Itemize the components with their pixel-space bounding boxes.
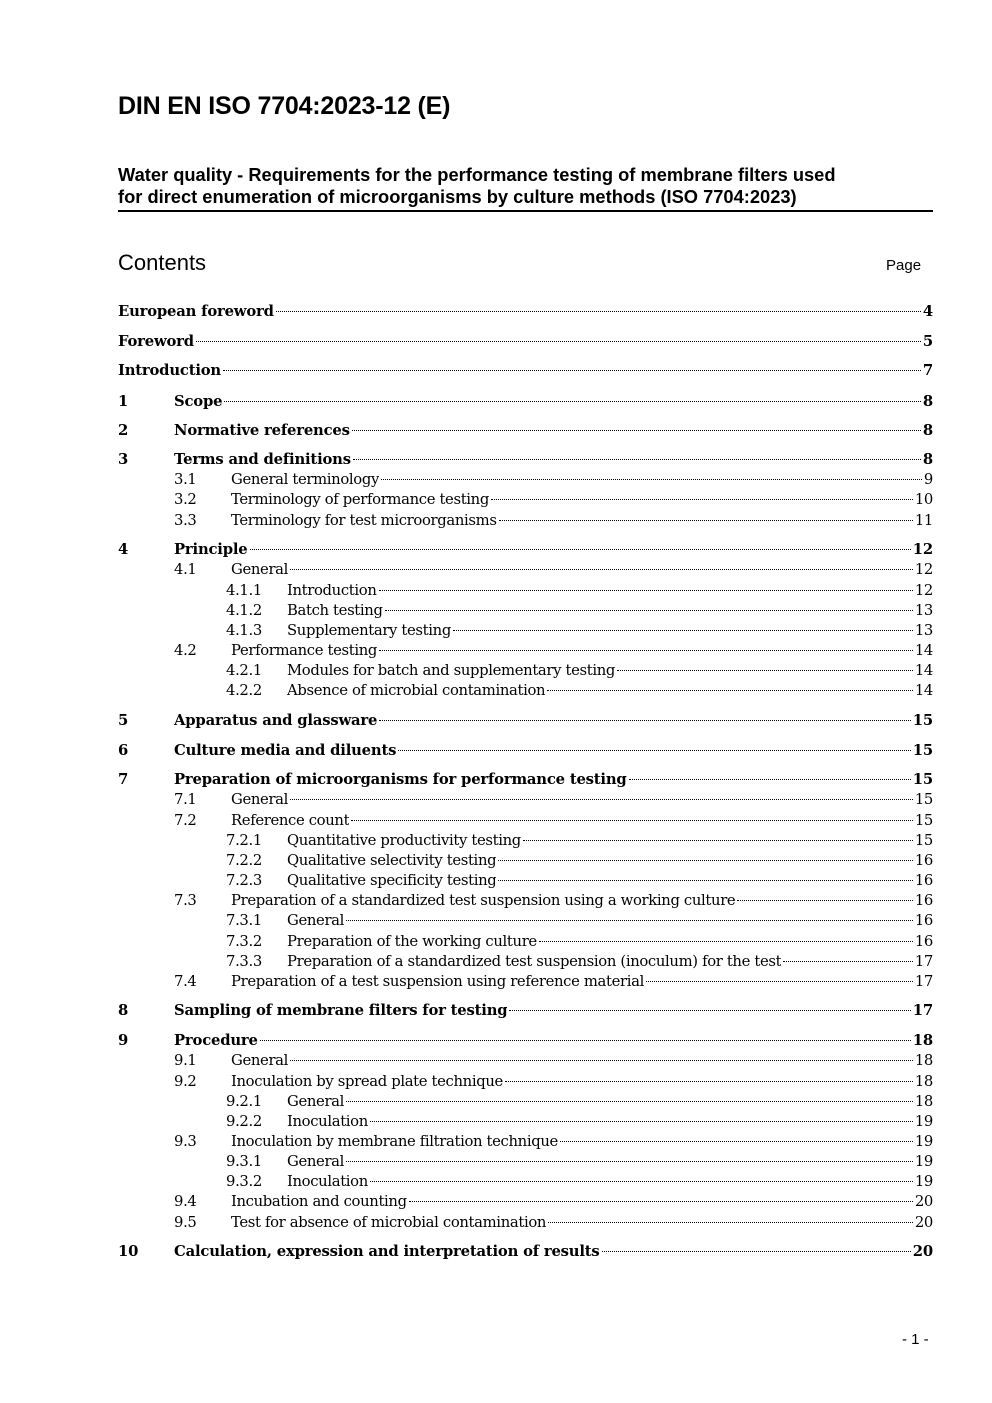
toc-dot-leader: [783, 961, 913, 962]
toc-entry-page: 19: [914, 1153, 933, 1170]
toc-entry-number: 7.2.3: [226, 872, 262, 889]
toc-entry-number: 9.3.2: [226, 1173, 262, 1190]
toc-entry-number: 9.2.2: [226, 1113, 262, 1130]
toc-dot-leader: [539, 941, 913, 942]
toc-entry-page: 18: [914, 1093, 933, 1110]
toc-entry[interactable]: [118, 933, 933, 953]
toc-dot-leader: [646, 981, 913, 982]
toc-entry-title: Terms and definitions: [174, 451, 351, 468]
toc-entry[interactable]: [118, 1032, 933, 1052]
toc-entry[interactable]: [118, 1193, 933, 1213]
toc-entry-title: General terminology: [231, 471, 379, 488]
toc-dot-leader: [491, 499, 913, 500]
toc-entry[interactable]: [118, 393, 933, 413]
toc-entry-page: 16: [914, 872, 933, 889]
toc-entry-number: 8: [118, 1002, 129, 1019]
toc-entry-page: 13: [914, 602, 933, 619]
toc-entry-number: 3.1: [174, 471, 197, 488]
toc-dot-leader: [250, 549, 911, 550]
toc-entry-title: Culture media and diluents: [174, 742, 397, 759]
toc-entry[interactable]: [118, 582, 933, 602]
toc-entry-title: Inoculation: [287, 1173, 368, 1190]
toc-dot-leader: [352, 430, 921, 431]
toc-entry-number: 4.2: [174, 642, 197, 659]
toc-entry[interactable]: [118, 622, 933, 642]
toc-entry-page: 7: [922, 362, 933, 379]
toc-entry-title: Preparation of the working culture: [287, 933, 537, 950]
toc-entry-page: 15: [912, 742, 933, 759]
toc-entry-page: 20: [914, 1193, 933, 1210]
toc-entry-title: General: [287, 912, 345, 929]
toc-entry[interactable]: [118, 852, 933, 872]
toc-entry-page: 17: [914, 973, 933, 990]
toc-entry-title: General: [287, 1153, 345, 1170]
toc-entry-page: 20: [912, 1243, 933, 1260]
toc-dot-leader: [617, 670, 913, 671]
toc-entry-title: Supplementary testing: [287, 622, 451, 639]
toc-entry-title: Reference count: [231, 812, 350, 829]
toc-entry-number: 7.4: [174, 973, 197, 990]
toc-entry-number: 4.2.2: [226, 682, 262, 699]
toc-entry-number: 4.2.1: [226, 662, 262, 679]
toc-entry-title: Test for absence of microbial contamination: [231, 1214, 547, 1231]
toc-entry-title: Inoculation by spread plate technique: [231, 1073, 503, 1090]
toc-entry-title: Introduction: [287, 582, 377, 599]
toc-entry-page: 13: [914, 622, 933, 639]
toc-entry-number: 2: [118, 422, 129, 439]
toc-dot-leader: [523, 840, 913, 841]
toc-entry-page: 14: [914, 682, 933, 699]
toc-entry[interactable]: [118, 1052, 933, 1072]
toc-entry-page: 20: [914, 1214, 933, 1231]
toc-entry-page: 12: [914, 582, 933, 599]
toc-entry-title: Scope: [174, 393, 223, 410]
toc-entry-title: Introduction: [118, 362, 221, 379]
toc-entry-number: 3.2: [174, 491, 197, 508]
toc-dot-leader: [737, 900, 913, 901]
toc-dot-leader: [370, 1181, 913, 1182]
toc-entry-number: 9: [118, 1032, 129, 1049]
toc-entry-title: Preparation of microorganisms for performance testing: [174, 771, 627, 788]
toc-entry-page: 10: [914, 491, 933, 508]
toc-entry[interactable]: [118, 1073, 933, 1093]
toc-entry-page: 18: [914, 1073, 933, 1090]
toc-entry-title: Sampling of membrane filters for testing: [174, 1002, 508, 1019]
toc-entry-title: Foreword: [118, 333, 194, 350]
toc-dot-leader: [505, 1081, 913, 1082]
toc-dot-leader: [453, 630, 913, 631]
toc-entry-page: 19: [914, 1173, 933, 1190]
toc-entry[interactable]: [118, 771, 933, 791]
toc-dot-leader: [602, 1251, 911, 1252]
toc-entry-number: 7: [118, 771, 129, 788]
toc-entry[interactable]: [118, 1243, 933, 1263]
toc-entry[interactable]: [118, 1002, 933, 1022]
toc-entry[interactable]: [118, 742, 933, 762]
toc-entry[interactable]: [118, 541, 933, 561]
toc-entry[interactable]: [118, 1214, 933, 1234]
toc-entry-title: Preparation of a test suspension using reference material: [231, 973, 644, 990]
toc-entry[interactable]: [118, 471, 933, 491]
toc-dot-leader: [346, 920, 913, 921]
toc-entry-page: 9: [923, 471, 933, 488]
toc-entry[interactable]: [118, 812, 933, 832]
toc-entry-page: 14: [914, 642, 933, 659]
toc-entry-number: 7.3.2: [226, 933, 262, 950]
page-column-label: Page: [886, 257, 922, 274]
toc-entry-number: 9.5: [174, 1214, 197, 1231]
toc-entry-number: 4.1.2: [226, 602, 262, 619]
toc-entry-page: 19: [914, 1113, 933, 1130]
toc-entry-page: 16: [914, 852, 933, 869]
toc-entry-number: 7.3.1: [226, 912, 262, 929]
toc-entry[interactable]: [118, 451, 933, 471]
toc-entry-page: 15: [912, 771, 933, 788]
toc-entry[interactable]: [118, 662, 933, 682]
toc-entry-number: 4.1.1: [226, 582, 262, 599]
toc-entry-title: Absence of microbial contamination: [287, 682, 546, 699]
toc-dot-leader: [398, 750, 911, 751]
toc-entry[interactable]: [118, 1173, 933, 1193]
toc-dot-leader: [276, 311, 921, 312]
toc-entry-page: 19: [914, 1133, 933, 1150]
toc-entry-number: 1: [118, 393, 129, 410]
toc-dot-leader: [290, 1060, 913, 1061]
document-id: DIN EN ISO 7704:2023-12 (E): [118, 92, 451, 120]
toc-entry-title: General: [231, 561, 289, 578]
toc-entry-page: 15: [914, 791, 933, 808]
toc-entry-title: Performance testing: [231, 642, 378, 659]
toc-entry-number: 3: [118, 451, 129, 468]
toc-entry-page: 12: [914, 561, 933, 578]
toc-entry-page: 8: [922, 422, 933, 439]
toc-entry[interactable]: [118, 362, 933, 382]
toc-dot-leader: [385, 610, 913, 611]
toc-entry-title: Normative references: [174, 422, 350, 439]
toc-entry[interactable]: [118, 791, 933, 811]
toc-entry-title: General: [231, 791, 289, 808]
toc-entry-number: 9.4: [174, 1193, 197, 1210]
toc-entry-title: Procedure: [174, 1032, 258, 1049]
toc-entry[interactable]: [118, 602, 933, 622]
toc-entry-number: 4.1.3: [226, 622, 262, 639]
toc-entry-title: Modules for batch and supplementary testing: [287, 662, 616, 679]
toc-dot-leader: [560, 1141, 913, 1142]
toc-entry-title: Incubation and counting: [231, 1193, 407, 1210]
toc-entry-title: Principle: [174, 541, 248, 558]
toc-entry[interactable]: [118, 333, 933, 353]
toc-entry-page: 16: [914, 892, 933, 909]
toc-entry[interactable]: [118, 491, 933, 511]
toc-entry[interactable]: [118, 682, 933, 702]
toc-entry[interactable]: [118, 892, 933, 912]
document-title-line-2: for direct enumeration of microorganisms by culture methods (ISO 7704:2023): [118, 186, 797, 207]
toc-entry-page: 18: [914, 1052, 933, 1069]
toc-entry-number: 9.3.1: [226, 1153, 262, 1170]
toc-entry[interactable]: [118, 973, 933, 993]
toc-entry-title: Inoculation: [287, 1113, 368, 1130]
toc-entry-number: 4.1: [174, 561, 197, 578]
toc-entry[interactable]: [118, 1113, 933, 1133]
toc-entry-number: 9.3: [174, 1133, 197, 1150]
toc-dot-leader: [498, 880, 912, 881]
toc-entry-page: 12: [912, 541, 933, 558]
toc-dot-leader: [196, 341, 921, 342]
toc-entry-number: 10: [118, 1243, 139, 1260]
toc-dot-leader: [547, 690, 913, 691]
toc-dot-leader: [370, 1121, 913, 1122]
toc-entry[interactable]: [118, 1153, 933, 1173]
toc-entry-page: 4: [922, 303, 933, 320]
toc-entry[interactable]: [118, 512, 933, 532]
toc-dot-leader: [223, 370, 921, 371]
toc-entry[interactable]: [118, 561, 933, 581]
toc-entry[interactable]: [118, 303, 933, 323]
toc-entry-title: Qualitative specificity testing: [287, 872, 497, 889]
toc-entry[interactable]: [118, 1133, 933, 1153]
toc-entry-page: 15: [912, 712, 933, 729]
page-number: - 1 -: [902, 1331, 929, 1348]
toc-entry-title: Apparatus and glassware: [174, 712, 378, 729]
toc-dot-leader: [379, 720, 911, 721]
toc-entry-title: General: [287, 1093, 345, 1110]
toc-dot-leader: [346, 1161, 913, 1162]
document-title: [118, 164, 933, 212]
toc-entry-title: Batch testing: [287, 602, 383, 619]
toc-dot-leader: [381, 479, 922, 480]
toc-dot-leader: [379, 650, 913, 651]
toc-dot-leader: [260, 1040, 911, 1041]
toc-entry-page: 16: [914, 933, 933, 950]
contents-heading: Contents: [118, 250, 207, 275]
toc-entry-page: 8: [922, 451, 933, 468]
toc-entry-number: 7.2.2: [226, 852, 262, 869]
toc-dot-leader: [353, 459, 921, 460]
toc-entry-page: 14: [914, 662, 933, 679]
toc-entry-title: Calculation, expression and interpretation of results: [174, 1243, 600, 1260]
toc-entry[interactable]: [118, 1093, 933, 1113]
toc-entry-title: European foreword: [118, 303, 274, 320]
toc-entry-page: 15: [914, 832, 933, 849]
toc-entry-title: General: [231, 1052, 289, 1069]
toc-dot-leader: [629, 779, 911, 780]
document-title-line-1: Water quality - Requirements for the performance testing of membrane filters used: [118, 164, 836, 185]
toc-entry-page: 8: [922, 393, 933, 410]
toc-dot-leader: [224, 401, 921, 402]
toc-dot-leader: [290, 799, 913, 800]
toc-entry-number: 7.2: [174, 812, 197, 829]
toc-entry[interactable]: [118, 872, 933, 892]
toc-dot-leader: [351, 820, 913, 821]
toc-entry-page: 18: [912, 1032, 933, 1049]
toc-entry-page: 17: [912, 1002, 933, 1019]
toc-entry-page: 17: [914, 953, 933, 970]
toc-dot-leader: [379, 590, 913, 591]
toc-entry-number: 4: [118, 541, 129, 558]
toc-entry-title: Qualitative selectivity testing: [287, 852, 497, 869]
toc-dot-leader: [409, 1201, 913, 1202]
toc-dot-leader: [509, 1010, 910, 1011]
toc-entry[interactable]: [118, 712, 933, 732]
toc-entry-title: Preparation of a standardized test suspension (inoculum) for the test: [287, 953, 782, 970]
toc-entry-title: Inoculation by membrane filtration technique: [231, 1133, 558, 1150]
toc-dot-leader: [548, 1222, 913, 1223]
toc-entry[interactable]: [118, 953, 933, 973]
toc-entry-title: Terminology for test microorganisms: [231, 512, 497, 529]
toc-entry-title: Quantitative productivity testing: [287, 832, 521, 849]
toc-entry-page: 5: [922, 333, 933, 350]
toc-entry-page: 16: [914, 912, 933, 929]
toc-entry-title: Terminology of performance testing: [231, 491, 489, 508]
toc-dot-leader: [498, 860, 913, 861]
toc-entry-number: 7.3: [174, 892, 197, 909]
toc-entry[interactable]: [118, 642, 933, 662]
toc-entry-number: 6: [118, 742, 129, 759]
toc-dot-leader: [499, 520, 913, 521]
toc-entry-number: 7.2.1: [226, 832, 262, 849]
toc-dot-leader: [346, 1101, 913, 1102]
toc-entry[interactable]: [118, 832, 933, 852]
toc-entry-number: 9.2: [174, 1073, 197, 1090]
toc-entry-number: 7.1: [174, 791, 197, 808]
toc-entry[interactable]: [118, 912, 933, 932]
toc-dot-leader: [290, 569, 913, 570]
toc-entry-number: 5: [118, 712, 129, 729]
toc-entry[interactable]: [118, 422, 933, 442]
toc-entry-title: Preparation of a standardized test suspension using a working culture: [231, 892, 736, 909]
toc-entry-number: 3.3: [174, 512, 197, 529]
toc-entry-page: 11: [914, 512, 933, 529]
toc-entry-number: 9.2.1: [226, 1093, 262, 1110]
toc-entry-number: 7.3.3: [226, 953, 262, 970]
toc-entry-number: 9.1: [174, 1052, 197, 1069]
toc-entry-page: 15: [914, 812, 933, 829]
